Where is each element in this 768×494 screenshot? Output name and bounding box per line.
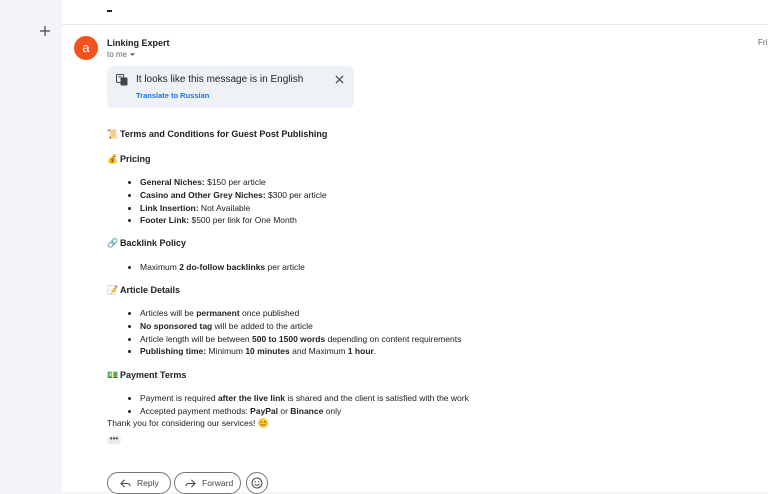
left-rail — [0, 0, 62, 492]
backlink-list — [107, 261, 305, 274]
list-item: • Article length will be between 500 to 1500 words depending on content requirements — [140, 333, 461, 346]
terms-heading — [107, 128, 327, 141]
list-item: • Casino and Other Grey Niches: $300 per article — [140, 189, 327, 202]
emoji-reaction-button[interactable] — [246, 472, 268, 494]
list-item: • Maximum 2 do-follow backlinks per article — [140, 261, 305, 274]
link-icon: 🔗 — [107, 238, 119, 248]
pricing-heading-text: Pricing — [120, 154, 151, 164]
message-pane — [62, 0, 768, 492]
recipient-label: to me — [107, 50, 128, 59]
show-trimmed-content-button[interactable]: ••• — [107, 436, 121, 444]
close-icon[interactable] — [335, 75, 344, 84]
recipient-details[interactable] — [107, 50, 136, 59]
forward-icon — [185, 479, 196, 488]
memo-icon: 📝 — [107, 285, 119, 295]
list-item: • Payment is required after the live link is shared and the client is satisfied with the work — [140, 392, 469, 405]
backlink-heading-text: Backlink Policy — [120, 238, 187, 248]
list-item: • Accepted payment methods: PayPal or Binance only — [140, 405, 469, 418]
list-item: • No sponsored tag will be added to the article — [140, 320, 461, 333]
forward-label: Forward — [202, 478, 234, 488]
backlink-heading — [107, 237, 186, 250]
payment-list — [107, 392, 469, 418]
money-bag-icon: 💰 — [107, 154, 119, 164]
payment-heading — [107, 369, 186, 382]
translate-banner — [107, 66, 354, 108]
payment-heading-text: Payment Terms — [120, 370, 187, 380]
article-heading-text: Article Details — [120, 285, 181, 295]
plus-icon[interactable] — [38, 24, 52, 38]
article-list — [107, 307, 461, 358]
translate-icon — [116, 74, 128, 86]
list-item: • General Niches: $150 per article — [140, 176, 327, 189]
translate-message: It looks like this message is in English — [136, 74, 304, 85]
article-heading — [107, 284, 180, 297]
list-item: • Articles will be permanent once published — [140, 307, 461, 320]
list-item: • Link Insertion: Not Available — [140, 202, 327, 215]
pricing-list — [107, 176, 327, 227]
pricing-heading — [107, 153, 151, 166]
tab-marker — [107, 10, 112, 12]
dollar-bill-icon: 💵 — [107, 370, 119, 380]
avatar[interactable]: a — [74, 36, 98, 60]
closing-line: Thank you for considering our services! 😊 — [107, 418, 269, 428]
list-item: • Publishing time: Minimum 10 minutes and Maximum 1 hour. — [140, 345, 461, 358]
message-date: Fri — [758, 38, 768, 47]
reply-button[interactable] — [107, 472, 171, 494]
terms-heading-text: Terms and Conditions for Guest Post Publishing — [120, 129, 328, 139]
sender-name[interactable]: Linking Expert — [107, 38, 170, 48]
reply-icon — [120, 479, 131, 488]
forward-button[interactable] — [174, 472, 241, 494]
caret-down-icon[interactable] — [129, 51, 136, 58]
translate-link[interactable]: Translate to Russian — [136, 91, 210, 100]
reply-label: Reply — [137, 478, 159, 488]
scroll-icon: 📜 — [107, 129, 119, 139]
list-item: • Footer Link: $500 per link for One Month — [140, 214, 327, 227]
smile-icon: 😊 — [257, 418, 269, 428]
emoji-icon — [251, 477, 263, 489]
top-bar — [62, 0, 768, 25]
